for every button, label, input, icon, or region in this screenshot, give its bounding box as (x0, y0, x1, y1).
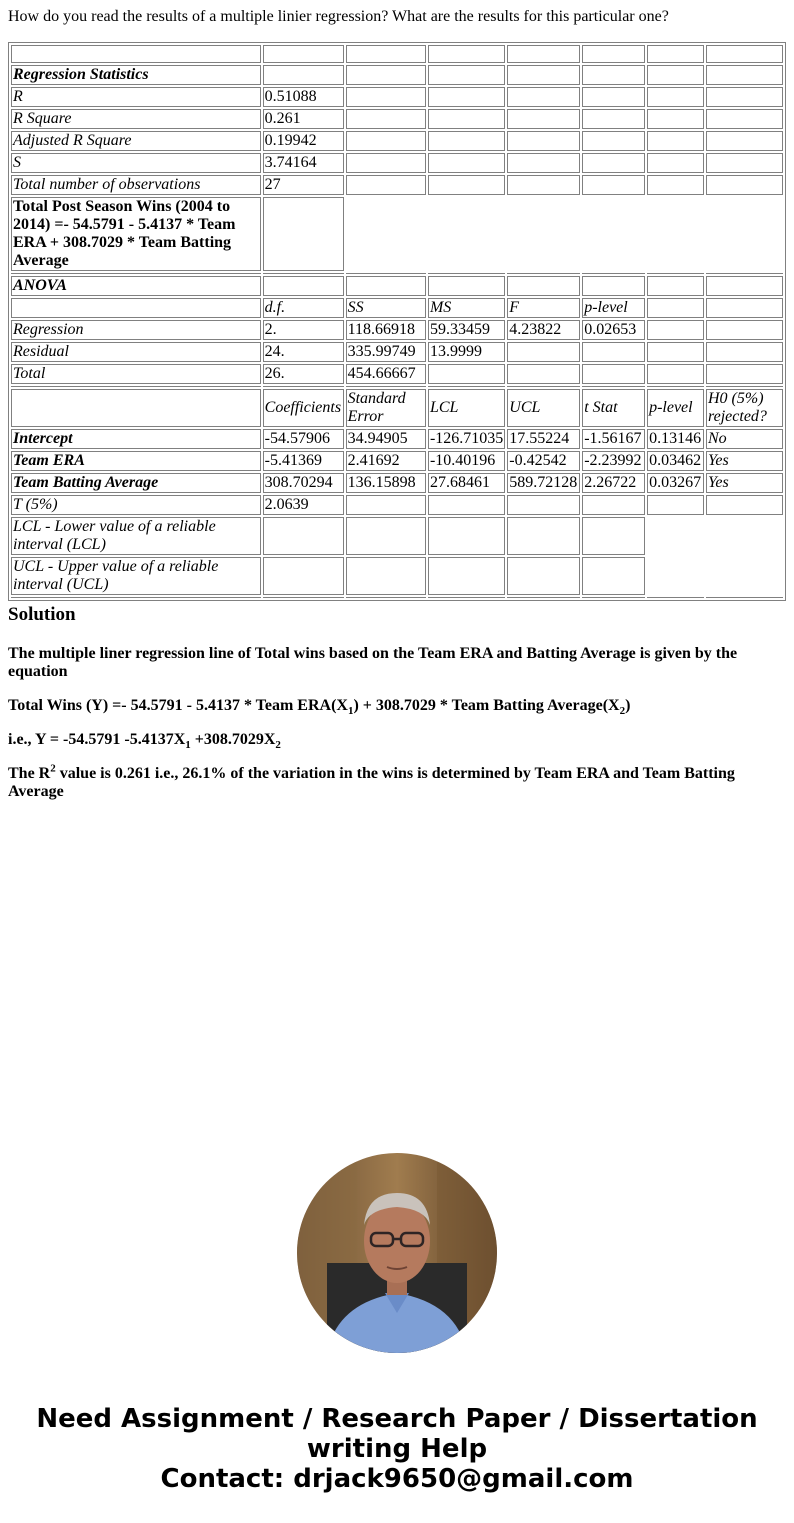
stat-label: Total number of observations (11, 175, 261, 195)
solution-equation: Total Wins (Y) =- 54.5791 - 5.4137 * Team $ERA(X_1) + 308.7029$ * Team Batting $Average(X_2)$ (8, 697, 631, 718)
anova-cell: 26. (263, 364, 344, 384)
table-separator (11, 597, 783, 598)
coef-cell: 136.15898 (346, 473, 426, 493)
person-photo-icon (297, 1153, 497, 1353)
anova-cell (507, 342, 580, 362)
table-row (11, 175, 783, 195)
stat-value: 0.51088 (263, 87, 344, 107)
anova-header: d.f. (263, 298, 344, 318)
coef-cell: -0.42542 (507, 451, 580, 471)
t-value: 2.0639 (263, 495, 344, 515)
solution-heading: Solution (8, 604, 76, 625)
table-row (11, 342, 783, 362)
coef-row-label: Team Batting Average (11, 473, 261, 493)
anova-row-label: Regression (11, 320, 261, 340)
coef-header: t Stat (582, 389, 645, 427)
anova-cell (507, 364, 580, 384)
coef-cell: 0.03267 (647, 473, 704, 493)
anova-header: SS (346, 298, 426, 318)
coef-header: Standard Error (346, 389, 426, 427)
coef-header: Coefficients (263, 389, 344, 427)
table-row (11, 109, 783, 129)
anova-cell: 454.66667 (346, 364, 426, 384)
coef-cell: Yes (706, 473, 783, 493)
coef-header: p-level (647, 389, 704, 427)
stat-value: 0.261 (263, 109, 344, 129)
anova-row-label: Residual (11, 342, 261, 362)
anova-cell (582, 342, 645, 362)
table-row (11, 473, 783, 493)
regression-statistics-heading: Regression Statistics (11, 65, 261, 85)
solution-intro: The multiple liner regression line of Total wins based on the Team ERA and Batting Average is given by the equation (8, 645, 738, 680)
coef-cell: 0.03462 (647, 451, 704, 471)
coef-cell: 27.68461 (428, 473, 505, 493)
ucl-note: UCL - Upper value of a reliable interval (UCL) (11, 557, 261, 595)
coef-cell: -2.23992 (582, 451, 645, 471)
anova-cell (582, 364, 645, 384)
coef-cell: 589.72128 (507, 473, 580, 493)
coef-row-label: Team ERA (11, 451, 261, 471)
coef-cell: 308.70294 (263, 473, 344, 493)
coef-cell: 17.55224 (507, 429, 580, 449)
table-row (11, 517, 783, 555)
table-separator (11, 273, 783, 274)
table-row (11, 276, 783, 296)
stat-label: Adjusted R Square (11, 131, 261, 151)
table-separator (11, 386, 783, 387)
coef-cell: -126.71035 (429, 430, 504, 447)
coef-cell: -1.56167 (582, 429, 645, 449)
table-row (11, 557, 783, 595)
coef-cell: 2.41692 (346, 451, 426, 471)
table-row (11, 65, 783, 85)
anova-cell: 4.23822 (507, 320, 580, 340)
anova-cell (428, 364, 505, 384)
anova-header: F (507, 298, 580, 318)
table-row (11, 45, 783, 63)
lcl-note: LCL - Lower value of a reliable interval (LCL) (11, 517, 261, 555)
solution-ie-equation: i.e., Y = -54.5791 $-5.4137X_1 +308.7029X_2$ (8, 731, 281, 752)
coef-cell: -54.57906 (263, 429, 344, 449)
coef-cell: Yes (706, 451, 783, 471)
coef-cell: -5.41369 (263, 451, 344, 471)
table-row (11, 298, 783, 318)
anova-cell: 24. (263, 342, 344, 362)
table-row (11, 131, 783, 151)
anova-cell: 118.66918 (346, 320, 426, 340)
coef-header: LCL (428, 389, 505, 427)
coef-header: H0 (5%) rejected? (706, 389, 783, 427)
regression-equation: Total Post Season Wins (2004 to 2014) =- 54.5791 - 5.4137 * Team ERA + 308.7029 * Team Batting Average (11, 197, 261, 271)
table-row (11, 87, 783, 107)
avatar-illustration (297, 1153, 497, 1353)
promo-banner (0, 1404, 794, 1494)
promo-contact: Contact: drjack9650@gmail.com (160, 1464, 634, 1494)
anova-cell: 13.9999 (428, 342, 505, 362)
stat-value: 27 (263, 175, 344, 195)
stat-label: R Square (11, 109, 261, 129)
coef-cell: 2.26722 (582, 473, 645, 493)
coef-cell: -10.40196 (428, 451, 505, 471)
table-row (11, 495, 783, 515)
anova-header: MS (428, 298, 505, 318)
coef-row-label: Intercept (11, 429, 261, 449)
coef-header: UCL (507, 389, 580, 427)
table-row (11, 389, 783, 427)
solution-section (8, 604, 786, 817)
promo-line: Need Assignment / Research Paper / Dissertation writing Help (36, 1404, 758, 1464)
coef-cell: No (706, 429, 783, 449)
coef-cell: 0.13146 (647, 429, 704, 449)
anova-cell: 335.99749 (346, 342, 426, 362)
table-row (11, 364, 783, 384)
t-label: T (5%) (11, 495, 261, 515)
table-row (11, 451, 783, 471)
stat-value: 0.19942 (263, 131, 344, 151)
regression-output-table (8, 42, 786, 601)
anova-cell: 0.02653 (582, 320, 645, 340)
anova-heading: ANOVA (11, 276, 261, 296)
table-row (11, 320, 783, 340)
anova-header: p-level (582, 298, 645, 318)
anova-row-label: Total (11, 364, 261, 384)
stat-label: S (11, 153, 261, 173)
stat-label: R (11, 87, 261, 107)
anova-cell: 59.33459 (428, 320, 505, 340)
solution-r-squared: The $R^2$ value is 0.261 i.e., 26.1% of the variation in the wins is determined by Team ERA and Team Batting Average (8, 762, 735, 800)
table-row (11, 429, 783, 449)
stat-value: 3.74164 (263, 153, 344, 173)
question-text: How do you read the results of a multiple linier regression? What are the results for this particular one? (8, 8, 669, 25)
coef-cell: 34.94905 (346, 429, 426, 449)
table-row (11, 197, 783, 271)
anova-cell: 2. (263, 320, 344, 340)
table-row (11, 153, 783, 173)
